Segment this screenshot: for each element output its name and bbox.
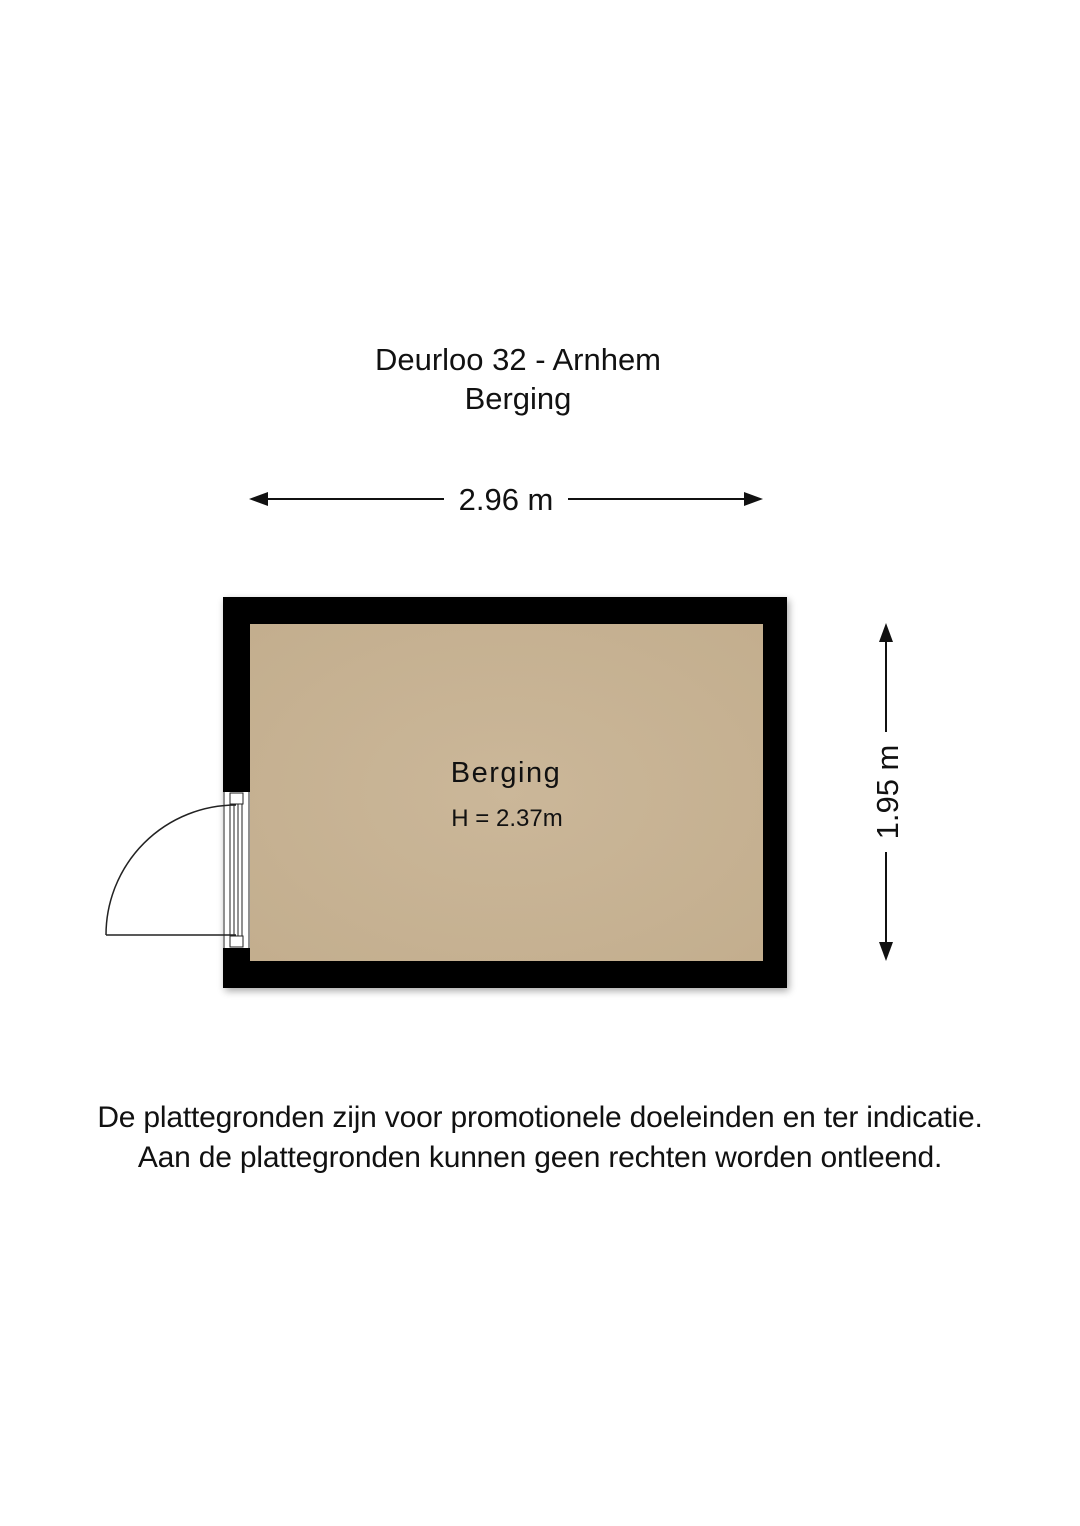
disclaimer-line-1: De plattegronden zijn voor promotionele doeleinden en ter indicatie.: [97, 1101, 983, 1134]
room-height-label: H = 2.37m: [451, 805, 563, 832]
door: [106, 792, 250, 948]
width-dimension: [249, 482, 763, 517]
room-floor: [250, 624, 763, 961]
disclaimer-line-2: Aan de plattegronden kunnen geen rechten worden ontleend.: [137, 1141, 943, 1174]
disclaimer: [0, 1098, 1080, 1178]
door-swing-arc: [106, 805, 236, 935]
room-name-label: Berging: [450, 757, 562, 789]
floor-name-title: Berging: [464, 381, 572, 416]
arrow-right-icon: [744, 492, 763, 506]
depth-label: 1.95 m: [870, 744, 905, 840]
arrow-down-icon: [879, 942, 893, 961]
arrow-up-icon: [879, 623, 893, 642]
width-label: 2.96 m: [458, 482, 554, 517]
depth-dimension: [870, 623, 905, 961]
arrow-left-icon: [249, 492, 268, 506]
address-title: Deurloo 32 - Arnhem: [374, 342, 662, 377]
